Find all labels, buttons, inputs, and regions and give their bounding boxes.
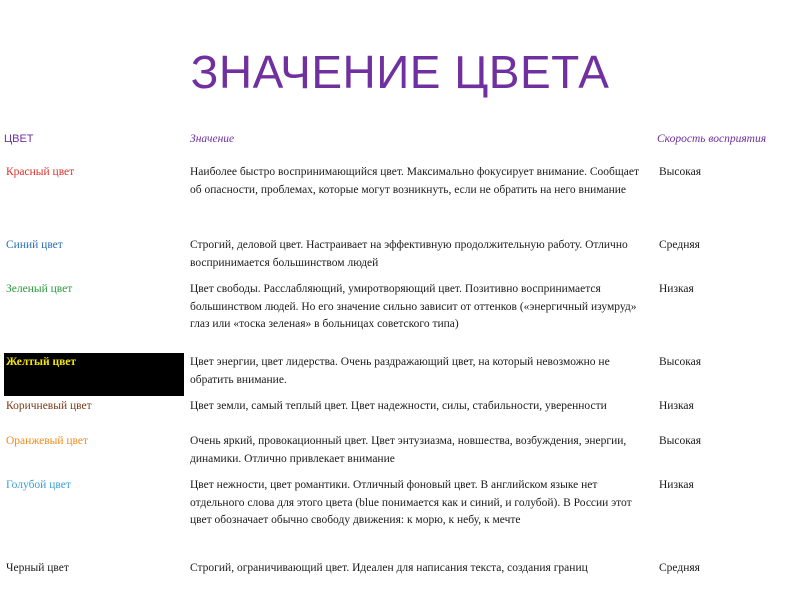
row-name-orange: Оранжевый цвет (6, 435, 89, 447)
page-title: ЗНАЧЕНИЕ ЦВЕТА (190, 46, 610, 98)
row-speed-green: Низкая (659, 283, 694, 295)
row-name-red: Красный цвет (6, 166, 75, 178)
header-color: ЦВЕТ (4, 133, 34, 145)
row-speed-black: Средняя (659, 562, 700, 574)
header-meaning: Значение (190, 133, 235, 145)
row-speed-orange: Высокая (659, 435, 702, 447)
row-name-green: Зеленый цвет (6, 283, 73, 295)
row-meaning-yellow: Цвет энергии, цвет лидерства. Очень раздражающий цвет, на который невозможно не обратить внимание. (190, 356, 610, 386)
header-speed: Скорость восприятия (657, 133, 767, 145)
row-name-brown: Коричневый цвет (6, 400, 92, 412)
row-meaning-blue: Строгий, деловой цвет. Настраивает на эффективную продолжительную работу. Отлично воспринимается большинством людей (190, 239, 628, 269)
row-name-yellow: Желтый цвет (4, 353, 184, 396)
row-meaning-orange: Очень яркий, провокационный цвет. Цвет энтузиазма, новшества, возбуждения, энергии, динамики. Отлично привлекает внимание (190, 435, 627, 465)
row-name-black: Черный цвет (6, 562, 69, 574)
row-speed-red: Высокая (659, 166, 702, 178)
row-speed-blue: Средняя (659, 239, 700, 251)
row-meaning-light-blue: Цвет нежности, цвет романтики. Отличный фоновый цвет. В английском языке нет отдельного слова для этого цвета (blue понимается как и синий, и голубой). В России этот цвет обозначает обычно свободу движения: к морю, к небу, к мечте (190, 479, 632, 526)
row-name-blue: Синий цвет (6, 239, 63, 251)
row-speed-yellow: Высокая (659, 356, 702, 368)
row-meaning-black: Строгий, ограничивающий цвет. Идеален для написания текста, создания границ (190, 562, 588, 574)
row-meaning-red: Наиболее быстро воспринимающийся цвет. Максимально фокусирует внимание. Сообщает об опасности, проблемах, которые могут возникнуть, если не обратить на него внимание (190, 166, 639, 196)
row-speed-light-blue: Низкая (659, 479, 694, 491)
row-name-light-blue: Голубой цвет (6, 479, 71, 491)
row-speed-brown: Низкая (659, 400, 694, 412)
row-meaning-brown: Цвет земли, самый теплый цвет. Цвет надежности, силы, стабильности, уверенности (190, 400, 607, 412)
row-meaning-green: Цвет свободы. Расслабляющий, умиротворяющий цвет. Позитивно воспринимается большинством людей. Но его значение сильно зависит от оттенков («энергичный изумруд» глаз или «тоска зеленая» в больницах советского типа) (190, 283, 637, 330)
